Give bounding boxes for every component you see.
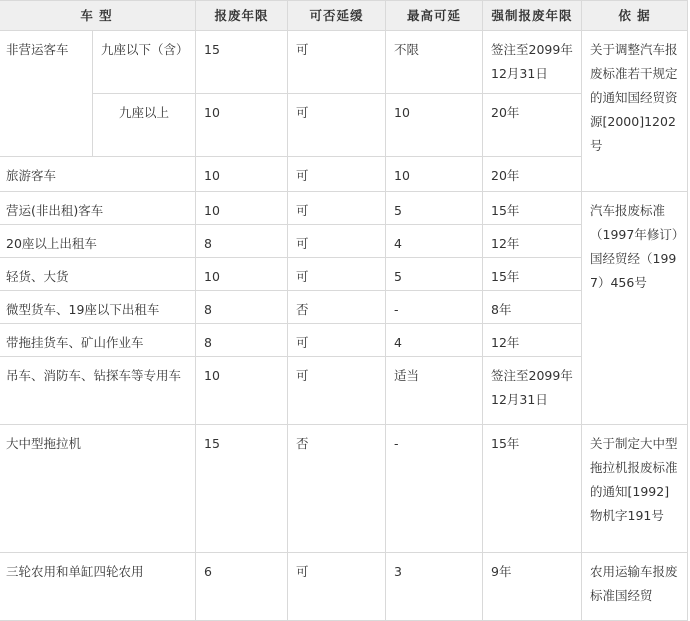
scrap-years-cell: 8 [196, 291, 288, 324]
extendable-cell: 可 [288, 225, 386, 258]
max-extension-cell: 5 [386, 192, 483, 225]
forced-years-cell: 20年 [483, 157, 582, 192]
scrap-years-cell: 10 [196, 258, 288, 291]
extendable-cell: 可 [288, 192, 386, 225]
header-extendable: 可否延缓 [288, 1, 386, 31]
vehicle-type-cell: 20座以上出租车 [0, 225, 196, 258]
scrap-years-cell: 10 [196, 94, 288, 157]
header-basis: 依 据 [582, 1, 688, 31]
max-extension-cell: 3 [386, 553, 483, 621]
forced-years-cell: 9年 [483, 553, 582, 621]
vehicle-type-cell: 旅游客车 [0, 157, 196, 192]
extendable-cell: 可 [288, 94, 386, 157]
vehicle-subtype-cell: 九座以上 [93, 94, 196, 157]
table-row [0, 192, 688, 225]
extendable-cell: 可 [288, 157, 386, 192]
vehicle-type-cell: 微型货车、19座以下出租车 [0, 291, 196, 324]
header-forced-years: 强制报废年限 [483, 1, 582, 31]
extendable-cell: 否 [288, 291, 386, 324]
vehicle-type-cell: 营运(非出租)客车 [0, 192, 196, 225]
forced-years-cell: 15年 [483, 425, 582, 553]
max-extension-cell: 4 [386, 225, 483, 258]
header-max-extension: 最高可延 [386, 1, 483, 31]
max-extension-cell: - [386, 425, 483, 553]
forced-years-cell: 15年 [483, 192, 582, 225]
forced-years-cell: 签注至2099年12月31日 [483, 357, 582, 425]
table-row [0, 425, 688, 553]
scrap-years-cell: 10 [196, 157, 288, 192]
vehicle-type-cell: 大中型拖拉机 [0, 425, 196, 553]
max-extension-cell: - [386, 291, 483, 324]
extendable-cell: 可 [288, 31, 386, 94]
basis-cell: 关于调整汽车报废标准若干规定的通知国经贸资源[2000]1202号 [582, 31, 688, 192]
table-row [0, 553, 688, 621]
vehicle-subtype-cell: 九座以下（含） [93, 31, 196, 94]
scrap-years-cell: 10 [196, 357, 288, 425]
vehicle-type-cell: 非营运客车 [0, 31, 93, 157]
scrap-years-cell: 15 [196, 31, 288, 94]
forced-years-cell: 20年 [483, 94, 582, 157]
scrap-years-cell: 8 [196, 225, 288, 258]
scrap-years-cell: 6 [196, 553, 288, 621]
extendable-cell: 可 [288, 553, 386, 621]
max-extension-cell: 5 [386, 258, 483, 291]
basis-cell: 汽车报废标准（1997年修订）国经贸经（1997）456号 [582, 192, 688, 425]
header-vehicle-type: 车 型 [0, 1, 196, 31]
basis-cell: 农用运输车报废标准国经贸 [582, 553, 688, 621]
forced-years-cell: 12年 [483, 225, 582, 258]
forced-years-cell: 8年 [483, 291, 582, 324]
scrap-years-cell: 15 [196, 425, 288, 553]
scrap-years-cell: 8 [196, 324, 288, 357]
extendable-cell: 可 [288, 324, 386, 357]
forced-years-cell: 12年 [483, 324, 582, 357]
extendable-cell: 可 [288, 258, 386, 291]
table-row [0, 31, 688, 94]
extendable-cell: 否 [288, 425, 386, 553]
vehicle-type-cell: 带拖挂货车、矿山作业车 [0, 324, 196, 357]
extendable-cell: 可 [288, 357, 386, 425]
forced-years-cell: 15年 [483, 258, 582, 291]
vehicle-type-cell: 轻货、大货 [0, 258, 196, 291]
max-extension-cell: 适当 [386, 357, 483, 425]
max-extension-cell: 4 [386, 324, 483, 357]
max-extension-cell: 不限 [386, 31, 483, 94]
basis-cell: 关于制定大中型拖拉机报废标准的通知[1992]物机字191号 [582, 425, 688, 553]
table-header-row [0, 1, 688, 31]
header-scrap-years: 报废年限 [196, 1, 288, 31]
forced-years-cell: 签注至2099年12月31日 [483, 31, 582, 94]
vehicle-type-cell: 吊车、消防车、钻探车等专用车 [0, 357, 196, 425]
scrap-years-cell: 10 [196, 192, 288, 225]
max-extension-cell: 10 [386, 157, 483, 192]
vehicle-type-cell: 三轮农用和单缸四轮农用 [0, 553, 196, 621]
max-extension-cell: 10 [386, 94, 483, 157]
